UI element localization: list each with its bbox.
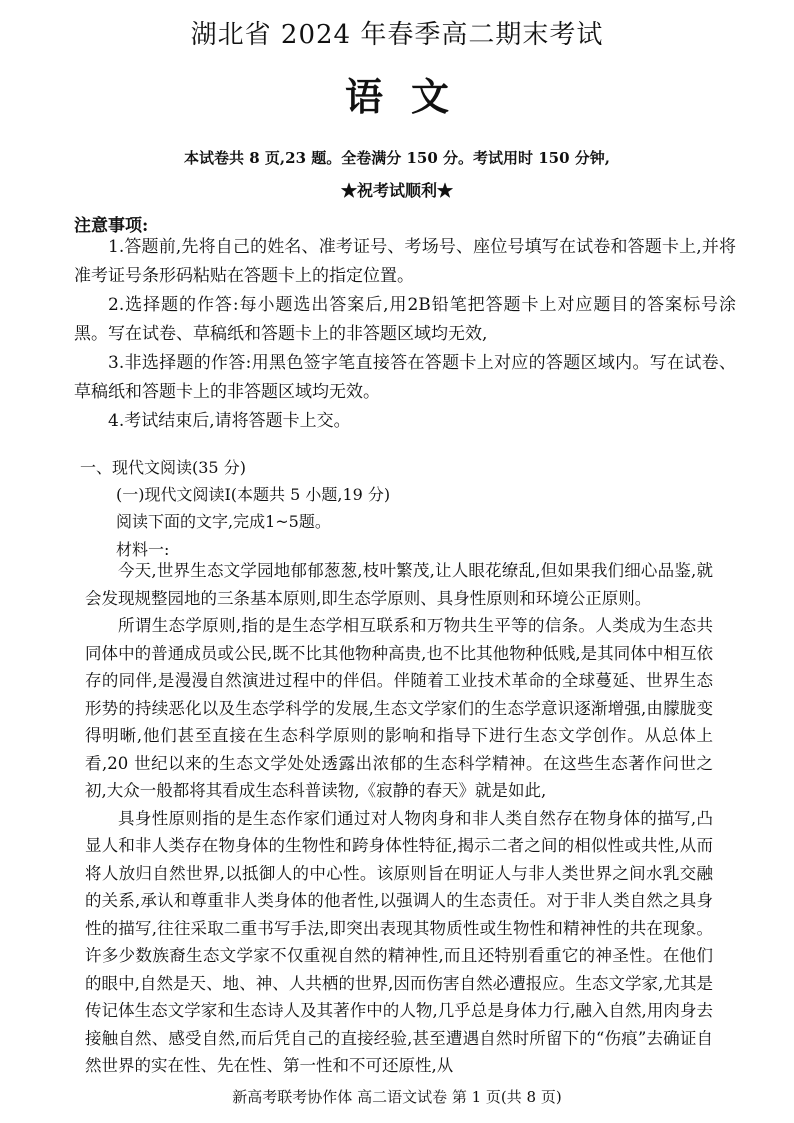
notice-heading: 注意事项: xyxy=(74,216,149,236)
reading-instruction: 阅读下面的文字,完成1~5题。 xyxy=(116,512,331,531)
reading-passage xyxy=(85,557,713,1080)
notice-item: 3.非选择题的作答:用黑色签字笔直接答在答题卡上对应的答题区域内。写在试卷、草稿纸和答题卡上的非答题区域均无效。 xyxy=(74,353,736,402)
passage-paragraph: 今天,世界生态文学园地郁郁葱葱,枝叶繁茂,让人眼花缭乱,但如果我们细心品鉴,就会发现规整园地的三条基本原则,即生态学原则、具身性原则和环境公正原则。 xyxy=(85,561,713,608)
notice-list xyxy=(74,233,736,436)
passage-paragraph: 所谓生态学原则,指的是生态学相互联系和万物共生平等的信条。人类成为生态共同体中的普通成员或公民,既不比其他物种高贵,也不比其他物种低贱,是其同体中相互依存的同伴,是漫漫自然演进过程中的伴侣。伴随着工业技术革命的全球蔓延、世界生态形势的持续恶化以及生态学科学的发展,生态文学家们的生态学意识逐渐增强,由朦胧变得明晰,他们甚至直接在生态科学原则的影响和指导下进行生态文学创作。从总体上看,20 世纪以来的生态文学处处透露出浓郁的生态科学精神。在这些生态著作问世之初,大众一般都将其看成生态科普读物,《寂静的春天》就是如此, xyxy=(85,616,713,800)
exam-title: 湖北省 2024 年春季高二期末考试 xyxy=(190,20,604,50)
notice-item: 4.考试结束后,请将答题卡上交。 xyxy=(108,411,351,431)
notice-item: 1.答题前,先将自己的姓名、准考证号、考场号、座位号填写在试卷和答题卡上,并将准考证号条形码粘贴在答题卡上的指定位置。 xyxy=(74,237,736,286)
material-label: 材料一: xyxy=(116,540,170,559)
section-title: 一、现代文阅读(35 分) xyxy=(80,458,246,477)
subsection-title: (一)现代文阅读Ⅰ(本题共 5 小题,19 分) xyxy=(116,485,391,504)
passage-paragraph: 具身性原则指的是生态作家们通过对人物肉身和非人类自然存在物身体的描写,凸显人和非人类存在物身体的生物性和跨身体性特征,揭示二者之间的相似性或共性,从而将人放归自然世界,以抵御人的中心性。该原则旨在明证人与非人类世界之间水乳交融的关系,承认和尊重非人类身体的他者性,以强调人的生态责任。对于非人类自然之具身性的描写,往往采取二重书写手法,即突出表现其物质性或生物性和精神性的共在现象。许多少数族裔生态文学家不仅重视自然的精神性,而且还特别看重它的神圣性。在他们的眼中,自然是天、地、神、人共栖的世界,因而伤害自然必遭报应。生态文学家,尤其是传记体生态文学家和生态诗人及其著作中的人物,几乎总是身体力行,融入自然,用肉身去接触自然、感受自然,而后凭自己的直接经验,甚至遭遇自然时所留下的“伤痕”去确证自然世界的实在性、先在性、第一性和不可还原性,从 xyxy=(85,808,713,1075)
notice-item: 2.选择题的作答:每小题选出答案后,用2B铅笔把答题卡上对应题目的答案标号涂黑。写在试卷、草稿纸和答题卡上的非答题区域均无效, xyxy=(74,295,736,344)
page-footer: 新高考联考协作体 高二语文试卷 第 1 页(共 8 页) xyxy=(232,1088,562,1106)
exam-meta: 本试卷共 8 页,23 题。全卷满分 150 分。考试用时 150 分钟, xyxy=(184,149,610,167)
subject-title: 语文 xyxy=(344,74,477,119)
good-luck-banner: ★祝考试顺利★ xyxy=(340,181,453,200)
